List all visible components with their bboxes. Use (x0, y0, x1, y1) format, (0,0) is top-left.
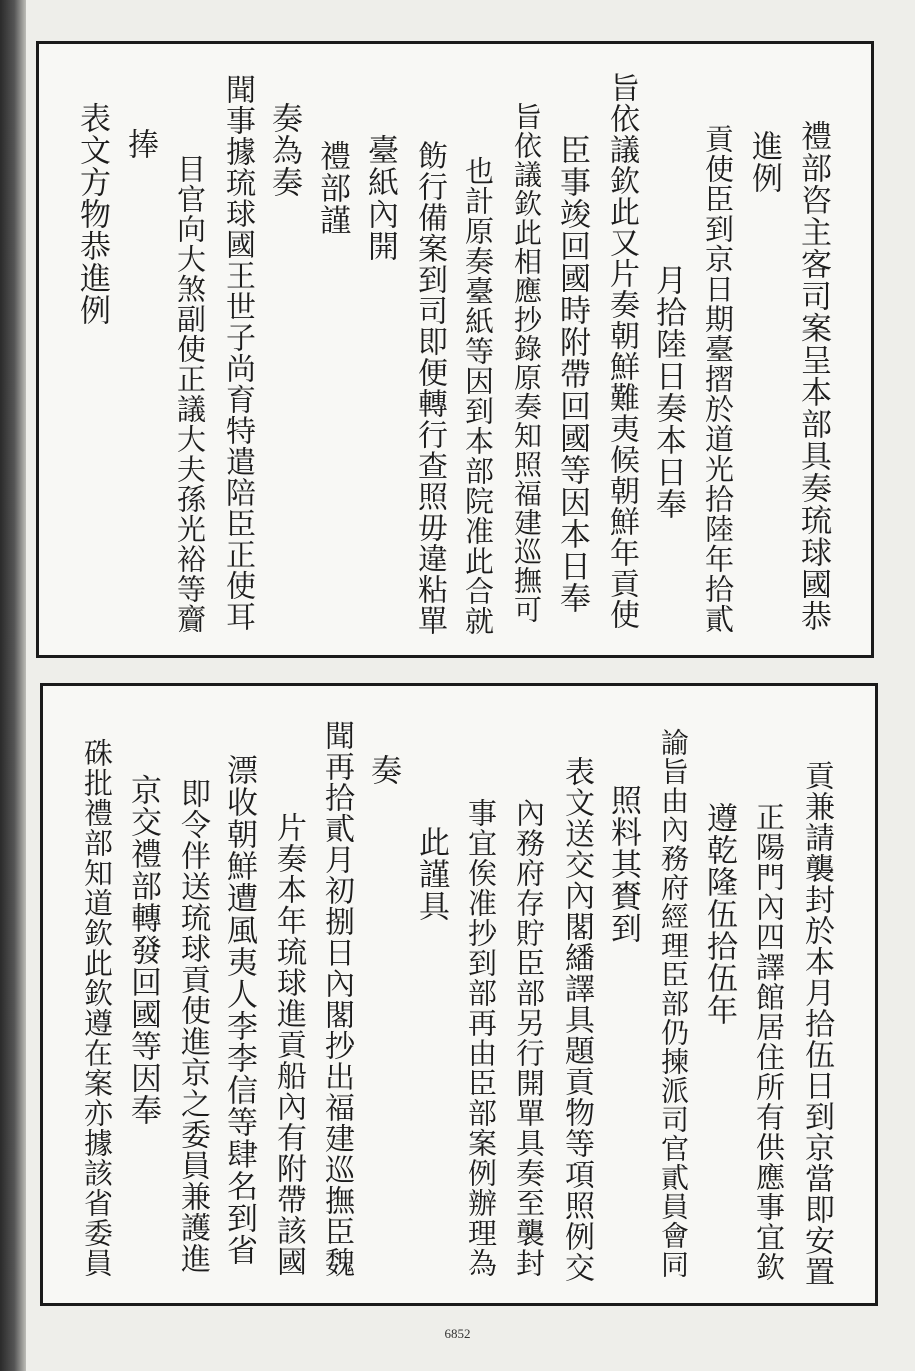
page-number: 6852 (444, 1326, 471, 1341)
text-column: 旨依議欽此相應抄錄原奏知照福建巡撫可 (510, 102, 543, 624)
text-column: 臣事竣回國時附帶回國等因本日奉 (554, 134, 590, 614)
text-column: 事宜俟准抄到部再由臣部案例辦理為 (464, 798, 498, 1278)
text-column: 禮部謹 (314, 140, 350, 236)
text-column: 月拾陸日奏本日奉 (650, 264, 686, 520)
text-column: 漂收朝鮮遭風夷人李李信等肆名到省 (221, 754, 257, 1266)
text-column: 目官向大煞副使正議大夫孫光裕等齎 (173, 154, 207, 634)
text-column: 即令伴送琉球貢使進京之委員兼護進 (175, 778, 210, 1274)
text-column: 貢使臣到京日期臺摺於道光拾陸年拾貳 (701, 124, 735, 634)
text-column: 也計原奏臺紙等因到本部院准此合就 (461, 156, 495, 636)
text-column: 奏為奏 (266, 102, 302, 198)
text-column: 飭行備案到司即便轉行查照毋違粘單 (412, 140, 447, 636)
text-column: 片奏本年琉球進貢船內有附帶該國 (271, 812, 306, 1277)
text-column: 聞再拾貳月初捌日內閣抄出福建巡撫臣魏 (319, 720, 354, 1278)
text-column: 聞事據琉球國王世子尚育特遣陪臣正使耳 (220, 74, 255, 632)
text-column: 此謹具 (413, 826, 449, 922)
text-column: 硃批禮部知道欽此欽遵在案亦據該省委員 (80, 738, 114, 1278)
document-panel-bottom (40, 683, 878, 1306)
document-panel-top (36, 41, 874, 658)
text-column: 正陽門內四譯館居住所有供應事宜欽 (752, 802, 786, 1282)
text-column: 照料其賚到 (605, 784, 641, 944)
text-column: 貢兼請襲封於本月拾伍日到京當即安置 (799, 760, 834, 1287)
text-column: 奏 (365, 754, 401, 786)
text-column: 進例 (746, 130, 782, 194)
text-column: 表文送交內閣繙譯具題貢物等項照例交 (559, 756, 594, 1283)
text-column: 內務府存貯臣部另行開單具奏至襲封 (512, 798, 546, 1278)
text-column: 遵乾隆伍拾伍年 (701, 802, 737, 1026)
text-column: 禮部咨主客司案呈本部具奏琉球國恭 (795, 120, 831, 632)
text-column: 京交禮部轉發回國等因奉 (125, 774, 161, 1126)
book-binding-edge (0, 0, 26, 1371)
text-column: 表文方物恭進例 (74, 102, 110, 326)
text-column: 旨依議欽此又片奏朝鮮難夷候朝鮮年貢使 (604, 72, 639, 630)
text-column: 諭旨由內務府經理臣部仍揀派司官貳員會同 (657, 728, 690, 1279)
text-column: 臺紙內開 (362, 134, 398, 262)
text-column: 捧 (122, 128, 158, 160)
